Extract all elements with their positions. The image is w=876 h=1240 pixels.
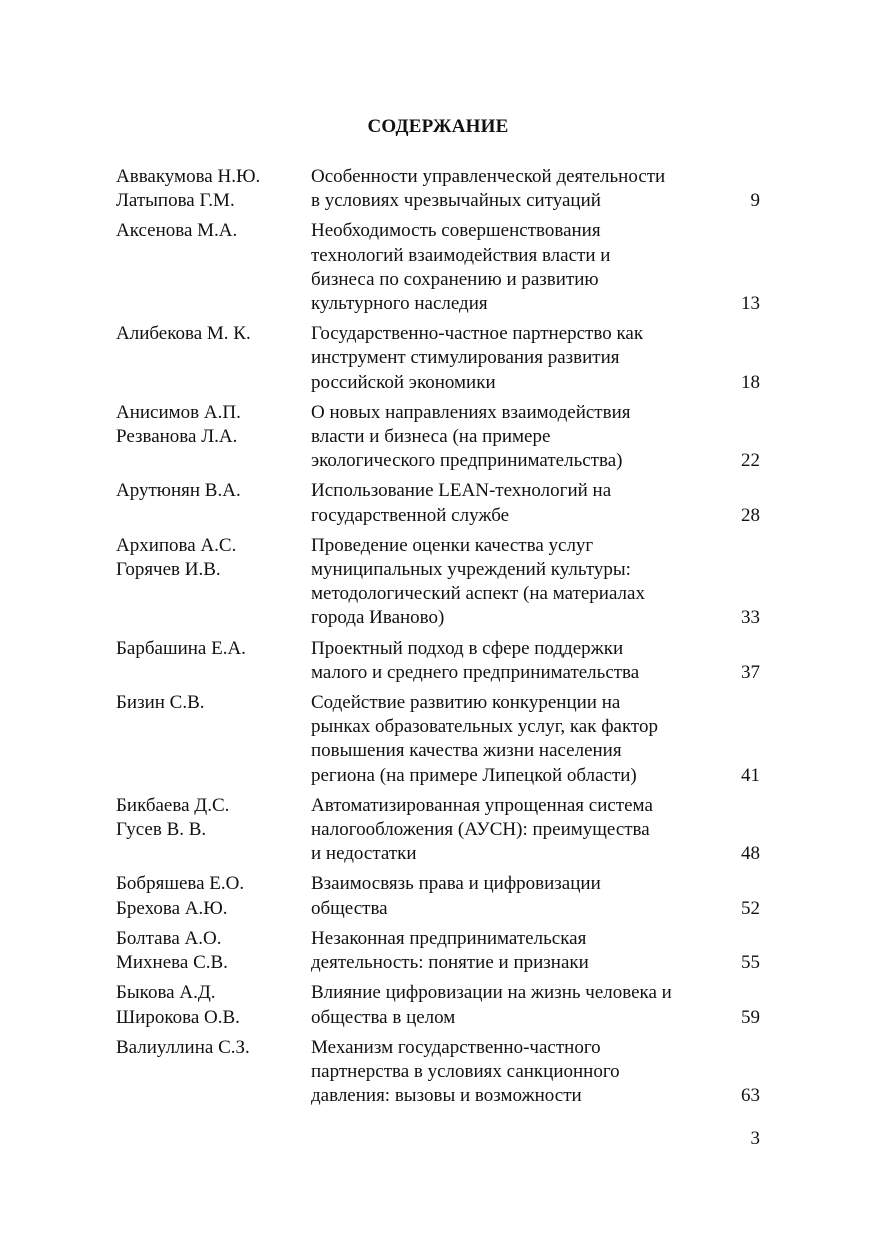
toc-entry	[116, 219, 760, 316]
title-line: Государственно-частное партнерство как	[311, 323, 644, 345]
entry-title	[311, 981, 716, 1029]
author-name: Бизин С.В.	[116, 692, 205, 714]
toc-entry	[116, 927, 760, 975]
entry-authors	[116, 219, 306, 243]
toc-entry	[116, 401, 760, 474]
toc-entry	[116, 691, 760, 788]
title-line: Использование LEAN-технологий на	[311, 480, 612, 502]
title-line: культурного наследия	[311, 293, 488, 315]
entry-page-number: 59	[741, 1006, 760, 1028]
entry-page-number: 55	[741, 952, 760, 974]
author-name: Архипова А.С.	[116, 534, 237, 556]
toc-entry	[116, 165, 760, 213]
author-name: Арутюнян В.А.	[116, 480, 241, 502]
author-name: Латыпова Г.М.	[116, 190, 235, 212]
toc-entry	[116, 479, 760, 527]
entry-page-number: 52	[741, 897, 760, 919]
entry-page-number: 41	[741, 764, 760, 786]
title-line: инструмент стимулирования развития	[311, 347, 620, 369]
title-line: технологий взаимодействия власти и	[311, 244, 611, 266]
entry-title	[311, 927, 716, 975]
title-line: Механизм государственно-частного	[311, 1036, 601, 1058]
entry-title	[311, 322, 716, 395]
entry-page-number: 28	[741, 504, 760, 526]
title-line: методологический аспект (на материалах	[311, 583, 645, 605]
entry-authors	[116, 691, 306, 715]
title-line: общества в целом	[311, 1006, 456, 1028]
entry-page-number: 33	[741, 607, 760, 629]
toc-entry	[116, 637, 760, 685]
entry-title	[311, 401, 716, 474]
author-name: Барбашина Е.А.	[116, 637, 246, 659]
title-line: Незаконная предпринимательская	[311, 927, 587, 949]
author-name: Бикбаева Д.С.	[116, 794, 230, 816]
entry-title	[311, 794, 716, 867]
toc-entry	[116, 1036, 760, 1109]
title-line: государственной службе	[311, 504, 510, 526]
entry-page-number: 22	[741, 450, 760, 472]
entry-title	[311, 165, 716, 213]
author-name: Широкова О.В.	[116, 1006, 240, 1028]
title-line: Влияние цифровизации на жизнь человека и	[311, 982, 672, 1004]
entry-page-number: 63	[741, 1085, 760, 1107]
entry-page-number: 13	[741, 293, 760, 315]
entry-authors	[116, 981, 306, 1029]
author-name: Анисимов А.П.	[116, 401, 241, 423]
title-line: О новых направлениях взаимодействия	[311, 401, 631, 423]
toc-entry	[116, 872, 760, 920]
author-name: Болтава А.О.	[116, 927, 222, 949]
entry-authors	[116, 322, 306, 346]
entry-title	[311, 534, 716, 631]
title-line: бизнеса по сохранению и развитию	[311, 268, 599, 290]
entry-authors	[116, 872, 306, 920]
toc-entry	[116, 794, 760, 867]
title-line: региона (на примере Липецкой области)	[311, 764, 637, 786]
entry-authors	[116, 1036, 306, 1060]
title-line: в условиях чрезвычайных ситуаций	[311, 190, 601, 212]
author-name: Аввакумова Н.Ю.	[116, 166, 261, 187]
entry-title	[311, 872, 716, 920]
title-line: Особенности управленческой деятельности	[311, 166, 666, 187]
entry-authors	[116, 637, 306, 661]
title-line: Содействие развитию конкуренции на	[311, 692, 621, 714]
entry-authors	[116, 479, 306, 503]
author-name: Михнева С.В.	[116, 952, 228, 974]
title-line: муниципальных учреждений культуры:	[311, 559, 631, 581]
entry-page-number: 18	[741, 371, 760, 393]
title-line: Взаимосвязь права и цифровизации	[311, 873, 601, 895]
title-line: повышения качества жизни населения	[311, 740, 622, 762]
entry-authors	[116, 794, 306, 842]
author-name: Бобряшева Е.О.	[116, 873, 245, 895]
title-line: Проектный подход в сфере поддержки	[311, 637, 624, 659]
entry-authors	[116, 401, 306, 449]
author-name: Резванова Л.А.	[116, 426, 238, 448]
author-name: Брехова А.Ю.	[116, 897, 228, 919]
page-title: СОДЕРЖАНИЕ	[367, 116, 509, 137]
entry-authors	[116, 165, 306, 213]
title-line: Необходимость совершенствования	[311, 220, 601, 242]
title-line: Проведение оценки качества услуг	[311, 534, 594, 556]
author-name: Аксенова М.А.	[116, 220, 238, 242]
entry-page-number: 48	[741, 843, 760, 865]
toc-entry	[116, 322, 760, 395]
title-line: давления: вызовы и возможности	[311, 1085, 582, 1107]
table-of-contents	[116, 165, 760, 1114]
toc-entry	[116, 981, 760, 1029]
page-number: 3	[750, 1128, 760, 1149]
title-line: рынках образовательных услуг, как фактор	[311, 716, 658, 738]
entry-page-number: 37	[741, 661, 760, 683]
title-line: и недостатки	[311, 843, 417, 865]
entry-title	[311, 1036, 716, 1109]
author-name: Алибекова М. К.	[116, 323, 251, 345]
entry-title	[311, 219, 716, 316]
title-line: Автоматизированная упрощенная система	[311, 794, 653, 816]
title-line: деятельность: понятие и признаки	[311, 952, 589, 974]
title-line: партнерства в условиях санкционного	[311, 1060, 620, 1082]
entry-authors	[116, 927, 306, 975]
title-line: экологического предпринимательства)	[311, 450, 623, 472]
author-name: Валиуллина С.З.	[116, 1036, 250, 1058]
title-line: города Иваново)	[311, 607, 445, 629]
title-line: малого и среднего предпринимательства	[311, 661, 640, 683]
title-line: власти и бизнеса (на примере	[311, 426, 551, 448]
toc-entry	[116, 534, 760, 631]
author-name: Гусев В. В.	[116, 819, 207, 841]
author-name: Быкова А.Д.	[116, 982, 216, 1004]
entry-title	[311, 691, 716, 788]
title-line: российской экономики	[311, 371, 496, 393]
entry-title	[311, 479, 716, 527]
title-line: общества	[311, 897, 388, 919]
entry-authors	[116, 534, 306, 582]
author-name: Горячев И.В.	[116, 559, 221, 581]
title-line: налогообложения (АУСН): преимущества	[311, 819, 650, 841]
entry-page-number: 9	[750, 190, 760, 212]
entry-title	[311, 637, 716, 685]
